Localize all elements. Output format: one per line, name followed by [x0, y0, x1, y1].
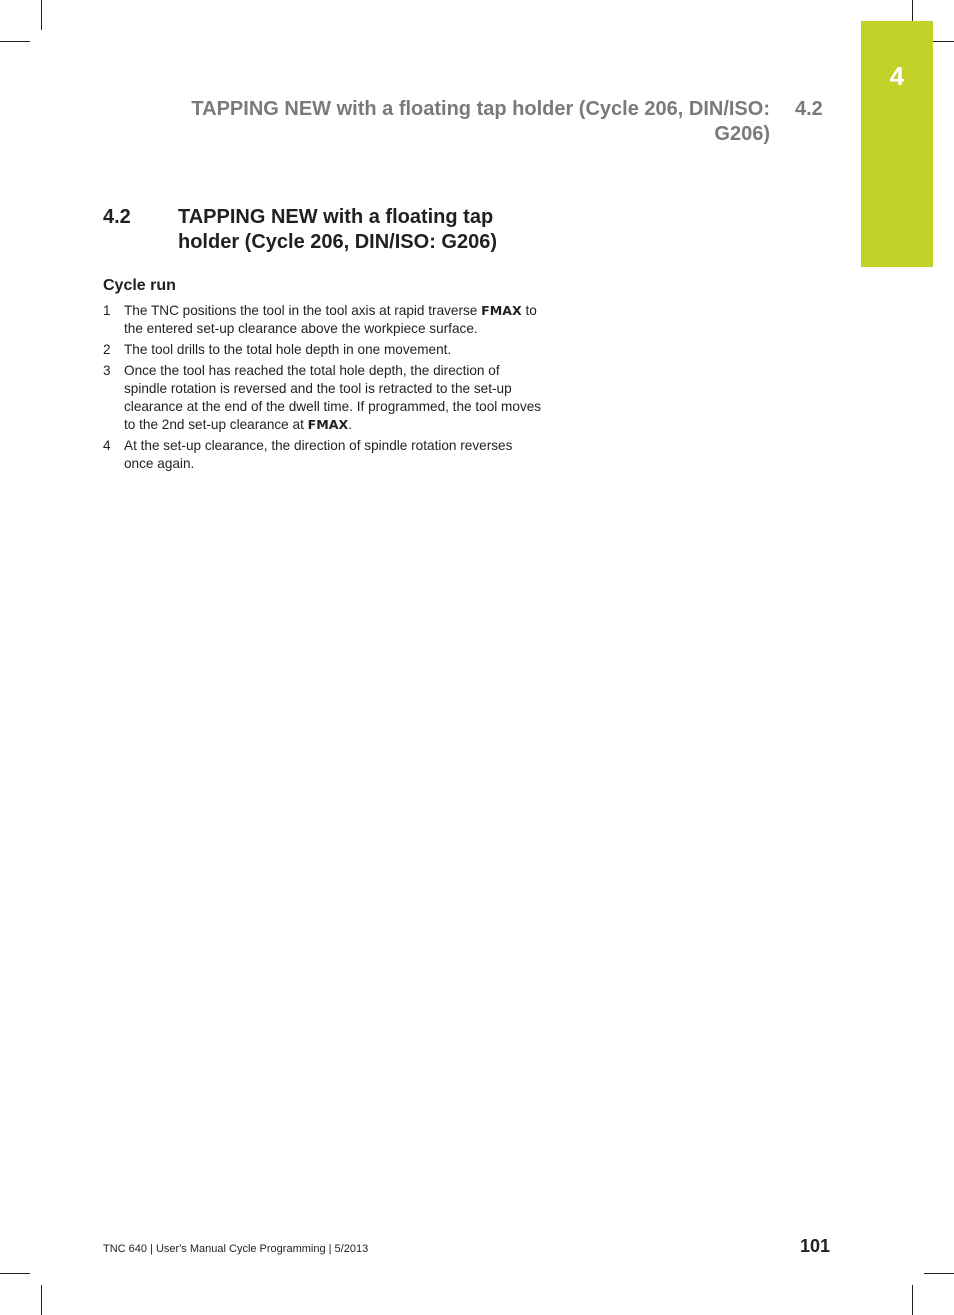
step-text: At the set-up clearance, the direction of spindle rotation reverses once again. [124, 438, 513, 471]
list-item [103, 302, 543, 338]
running-header-title: TAPPING NEW with a floating tap holder (Cycle 206, DIN/ISO: G206) [191, 98, 770, 145]
step-number: 3 [103, 363, 111, 379]
step-text: Once the tool has reached the total hole depth, the direction of spindle rotation is reversed and the tool is retracted to the set-up clearance at the end of the dwell time. If programmed, the tool moves to the 2nd set-up clearance at [124, 363, 542, 432]
cycle-run-steps [103, 302, 543, 476]
step-text: to the entered set-up clearance above the workpiece surface. [124, 303, 537, 336]
list-item [103, 362, 543, 433]
step-number: 4 [103, 438, 111, 454]
section-title: TAPPING NEW with a floating tap holder (Cycle 206, DIN/ISO: G206) [178, 206, 497, 253]
cycle-run-heading: Cycle run [103, 277, 176, 294]
crop-mark [912, 1285, 913, 1315]
keyword-fmax: FMAX [481, 303, 522, 318]
running-header-section-number: 4.2 [795, 98, 823, 120]
footer-text: TNC 640 | User's Manual Cycle Programming | 5/2013 [103, 1243, 369, 1255]
list-item [103, 437, 543, 473]
step-text: The tool drills to the total hole depth in one movement. [124, 342, 452, 358]
step-text: . [348, 416, 353, 432]
keyword-fmax: FMAX [307, 416, 349, 432]
step-number: 2 [103, 342, 111, 358]
crop-mark [41, 1285, 42, 1315]
crop-mark [924, 1273, 954, 1274]
step-number: 1 [103, 303, 111, 318]
page-number: 101 [800, 1236, 831, 1256]
chapter-number: 4 [889, 61, 905, 91]
step-text: The TNC positions the tool in the tool axis at rapid traverse [124, 303, 482, 318]
list-item [103, 341, 543, 359]
crop-mark [0, 1273, 30, 1274]
crop-mark [0, 41, 30, 42]
section-number: 4.2 [103, 206, 131, 228]
crop-mark [41, 0, 42, 30]
chapter-tab [861, 21, 933, 267]
